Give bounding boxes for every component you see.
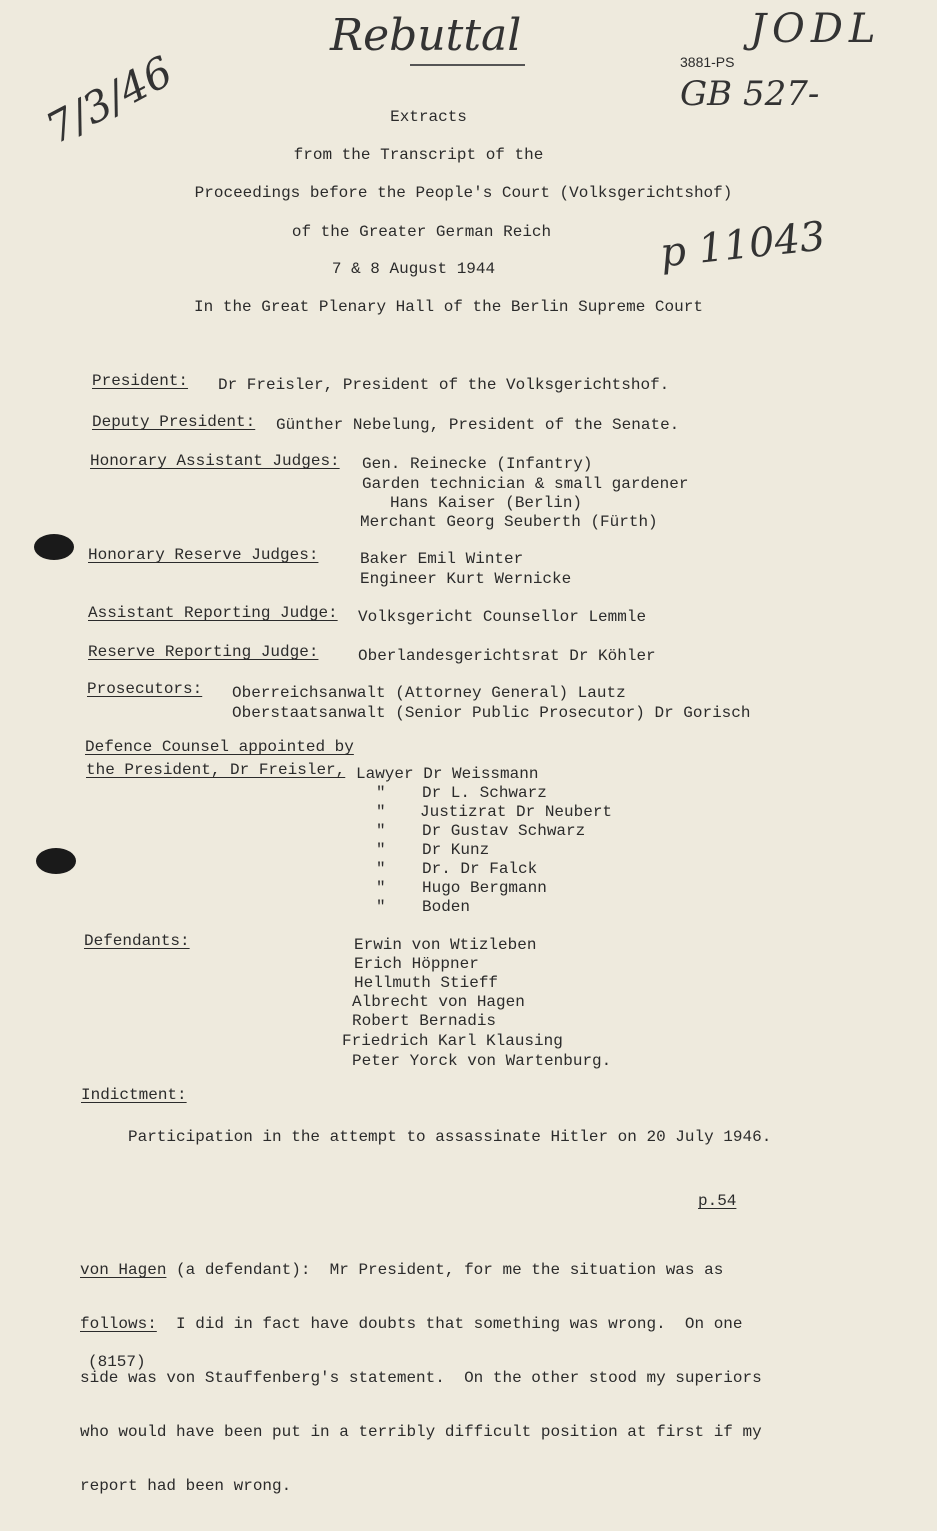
testimony-line3: side was von Stauffenberg's statement. On the other stood my superiors	[80, 1369, 762, 1387]
indictment-label: Indictment:	[81, 1086, 187, 1104]
honorary-assistant-4: Merchant Georg Seuberth (Fürth)	[360, 513, 658, 531]
testimony-line2-start: follows:	[80, 1315, 157, 1333]
honorary-reserve-label: Honorary Reserve Judges:	[88, 546, 319, 564]
assistant-reporting-value: Volksgericht Counsellor Lemmle	[358, 608, 647, 626]
ditto-mark-7: "	[376, 898, 386, 916]
ditto-mark-3: "	[376, 822, 386, 840]
indictment-text: Participation in the attempt to assassinate Hitler on 20 July 1946.	[128, 1128, 772, 1146]
defence-counsel-7: Hugo Bergmann	[422, 879, 547, 897]
defendant-2: Erich Höppner	[354, 955, 479, 973]
ditto-mark-6: "	[376, 879, 386, 897]
assistant-reporting-label: Assistant Reporting Judge:	[88, 604, 338, 622]
honorary-assistant-3: Hans Kaiser (Berlin)	[390, 494, 583, 512]
ditto-mark-1: "	[376, 784, 386, 802]
honorary-assistant-2: Garden technician & small gardener	[362, 475, 689, 493]
ditto-mark-5: "	[376, 860, 386, 878]
punch-hole-bottom	[36, 848, 76, 874]
testimony-speaker: von Hagen	[80, 1261, 167, 1279]
testimony-line5: report had been wrong.	[80, 1477, 292, 1495]
defence-counsel-5: Dr Kunz	[422, 841, 490, 859]
defendant-6: Friedrich Karl Klausing	[342, 1032, 563, 1050]
honorary-reserve-2: Engineer Kurt Wernicke	[360, 570, 572, 588]
defendant-3: Hellmuth Stieff	[354, 974, 499, 992]
heading-reich: of the Greater German Reich	[291, 223, 552, 241]
ditto-mark-4: "	[376, 841, 386, 859]
honorary-assistant-1: Gen. Reinecke (Infantry)	[362, 455, 593, 473]
testimony-line2-rest: I did in fact have doubts that something was wrong. On one	[156, 1315, 743, 1333]
honorary-reserve-1: Baker Emil Winter	[360, 550, 524, 568]
handwritten-rebuttal: Rebuttal	[330, 10, 522, 61]
defence-label-line1: Defence Counsel appointed by	[85, 738, 354, 756]
document-number: 3881-PS	[680, 54, 735, 70]
heading-extracts: Extracts	[390, 108, 467, 126]
defence-label-line2: the President, Dr Freisler,	[86, 761, 346, 779]
reserve-reporting-value: Oberlandesgerichtsrat Dr Köhler	[358, 647, 656, 665]
handwritten-date: 7/3/46	[38, 46, 181, 154]
rebuttal-underline	[410, 64, 525, 66]
handwritten-exhibit: p 11043	[658, 213, 828, 277]
defendant-1: Erwin von Wtizleben	[354, 936, 537, 954]
handwritten-gb-number: GB 527-	[680, 74, 820, 114]
defence-counsel-first: Lawyer Dr Weissmann	[356, 765, 539, 783]
defendant-7: Peter Yorck von Wartenburg.	[352, 1052, 612, 1070]
defence-counsel-2: Dr L. Schwarz	[422, 784, 547, 802]
reserve-reporting-label: Reserve Reporting Judge:	[88, 643, 319, 661]
prosecutor-2: Oberstaatsanwalt (Senior Public Prosecutor) Dr Gorisch	[232, 704, 751, 722]
defence-counsel-4: Dr Gustav Schwarz	[422, 822, 586, 840]
heading-transcript: from the Transcript of the	[293, 146, 544, 164]
defendant-4: Albrecht von Hagen	[352, 993, 525, 1011]
defence-counsel-8: Boden	[422, 898, 471, 916]
page-reference: p.54	[698, 1192, 737, 1210]
deputy-president-label: Deputy President:	[92, 413, 256, 431]
deputy-president-value: Günther Nebelung, President of the Senate.	[276, 416, 680, 434]
defendant-5: Robert Bernadis	[352, 1012, 497, 1030]
punch-hole-top	[34, 534, 74, 560]
president-label: President:	[92, 372, 189, 390]
heading-proceedings: Proceedings before the People's Court (Volksgerichtshof)	[194, 184, 733, 202]
heading-location: In the Great Plenary Hall of the Berlin Supreme Court	[194, 298, 703, 316]
testimony-line1: (a defendant): Mr President, for me the situation was as	[166, 1261, 724, 1279]
heading-date: 7 & 8 August 1944	[331, 260, 496, 278]
testimony-line4: who would have been put in a terribly difficult position at first if my	[80, 1423, 762, 1441]
defence-counsel-6: Dr. Dr Falck	[422, 860, 538, 878]
prosecutors-label: Prosecutors:	[87, 680, 203, 698]
ditto-mark-2: "	[376, 803, 386, 821]
testimony-paragraph	[80, 1225, 780, 1531]
defence-counsel-3: Justizrat Dr Neubert	[420, 803, 613, 821]
defendants-label: Defendants:	[84, 932, 190, 950]
president-value: Dr Freisler, President of the Volksgerichtshof.	[218, 376, 670, 394]
handwritten-jodl: JODL	[750, 6, 882, 52]
prosecutor-1: Oberreichsanwalt (Attorney General) Lautz	[232, 684, 626, 702]
honorary-assistant-label: Honorary Assistant Judges:	[90, 452, 340, 470]
footer-code: (8157)	[88, 1353, 146, 1371]
